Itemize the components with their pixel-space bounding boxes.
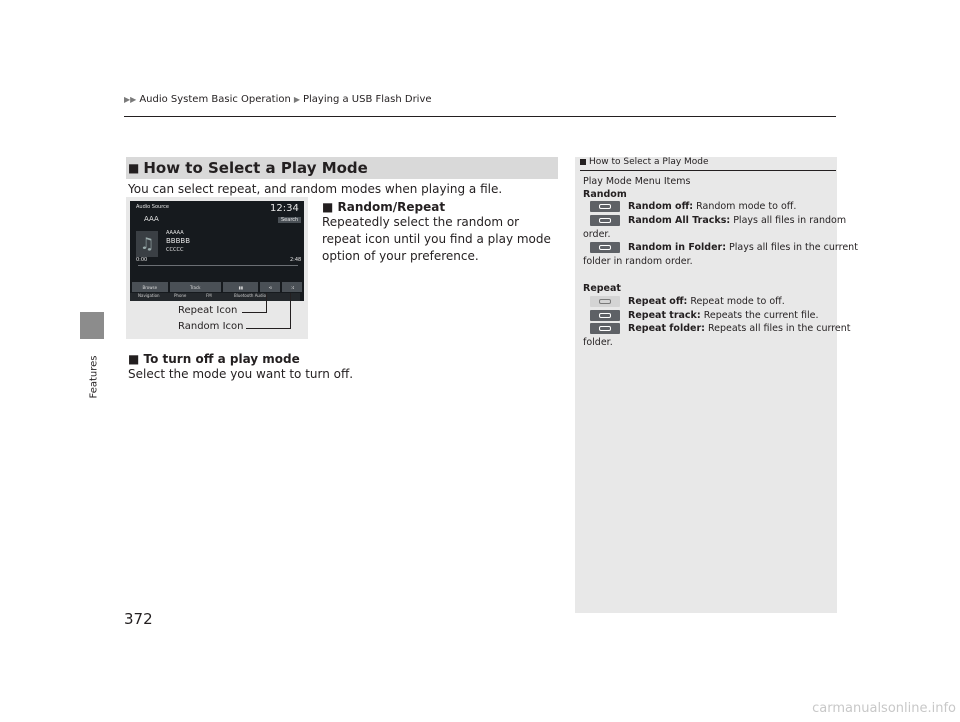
section-square-icon: ■ xyxy=(128,161,140,175)
station-label: AAA xyxy=(144,215,159,223)
random-folder-desc: Plays all files in the current xyxy=(729,242,858,253)
random-off-icon xyxy=(590,201,620,212)
music-note-icon: ♫ xyxy=(136,231,158,257)
repeat-folder-icon xyxy=(590,323,620,334)
page-number: 372 xyxy=(124,610,153,628)
random-folder-label: Random in Folder: xyxy=(628,242,726,253)
random-folder-icon xyxy=(590,242,620,253)
random-repeat-body: Repeatedly select the random or repeat icon until you find a play mode option of your preference. xyxy=(322,215,551,263)
track-title-text: BBBBB xyxy=(166,237,191,245)
navigation-button[interactable]: Navigation xyxy=(138,293,160,298)
repeat-folder-label: Repeat folder: xyxy=(628,323,705,334)
audio-display xyxy=(130,201,304,301)
album-text: CCCCC xyxy=(166,247,184,253)
repeat-off-label: Repeat off: xyxy=(628,296,688,307)
intro-text: You can select repeat, and random modes when playing a file. xyxy=(128,182,503,196)
audio-screen-illustration xyxy=(126,197,308,339)
watermark: carmanualsonline.info xyxy=(812,701,956,716)
section-heading xyxy=(126,157,558,179)
elapsed-time: 0:00 xyxy=(136,257,148,263)
random-all-row xyxy=(590,215,846,226)
progress-bar[interactable] xyxy=(138,265,298,266)
repeat-off-icon xyxy=(590,296,620,307)
sidebar-repeat-title: Repeat xyxy=(583,283,621,294)
clock: 12:34 xyxy=(270,203,299,214)
repeat-off-desc: Repeat mode to off. xyxy=(690,296,785,307)
random-repeat-heading: ■ Random/Repeat xyxy=(322,200,446,214)
search-button[interactable]: Search xyxy=(278,217,301,223)
random-folder-cont: folder in random order. xyxy=(583,256,693,267)
repeat-icon[interactable]: ⟲ xyxy=(260,282,280,292)
random-all-label: Random All Tracks: xyxy=(628,215,731,226)
track-button[interactable]: Track xyxy=(170,282,221,292)
phone-button[interactable]: Phone xyxy=(174,293,187,298)
chapter-tab[interactable] xyxy=(80,312,104,339)
control-row xyxy=(132,282,302,292)
sidebar-random-title: Random xyxy=(583,189,627,200)
repeat-track-label: Repeat track: xyxy=(628,310,701,321)
bluetooth-audio-button[interactable]: Bluetooth Audio xyxy=(234,293,267,298)
random-all-cont: order. xyxy=(583,229,611,240)
repeat-track-icon xyxy=(590,310,620,321)
audio-source-label: Audio Source xyxy=(136,204,169,210)
random-off-desc: Random mode to off. xyxy=(696,201,797,212)
sidebar-menu-title: Play Mode Menu Items xyxy=(583,176,691,187)
repeat-callout-line-v xyxy=(266,293,267,313)
random-icon-callout: Random Icon xyxy=(178,321,244,332)
repeat-off-row xyxy=(590,296,785,307)
fm-button[interactable]: FM xyxy=(206,293,212,298)
breadcrumb-arrows-icon: ▶▶ xyxy=(124,95,137,104)
random-all-icon xyxy=(590,215,620,226)
chapter-label: Features xyxy=(88,355,100,399)
header-rule xyxy=(124,116,836,117)
section-title: How to Select a Play Mode xyxy=(143,159,368,177)
breadcrumb-page[interactable]: Playing a USB Flash Drive xyxy=(302,94,432,105)
bottom-bar xyxy=(130,293,300,301)
sidebar-header-text: How to Select a Play Mode xyxy=(589,157,709,167)
sidebar-header xyxy=(580,157,709,167)
pause-button[interactable]: ▮▮ xyxy=(223,282,259,292)
random-icon[interactable]: ⤨ xyxy=(282,282,302,292)
breadcrumb-section[interactable]: Audio System Basic Operation xyxy=(139,94,291,105)
sidebar-rule xyxy=(580,170,836,171)
turn-off-body: Select the mode you want to turn off. xyxy=(128,367,354,381)
repeat-folder-desc: Repeats all files in the current xyxy=(707,323,851,334)
breadcrumb-separator-icon: ▶ xyxy=(293,95,300,104)
repeat-track-row xyxy=(590,310,819,321)
repeat-track-desc: Repeats the current file. xyxy=(703,310,819,321)
turn-off-heading: ■ To turn off a play mode xyxy=(128,352,300,366)
artist-text: AAAAA xyxy=(166,230,184,236)
random-off-row xyxy=(590,201,796,212)
sidebar-marker-icon xyxy=(580,159,586,165)
repeat-icon-callout: Repeat Icon xyxy=(178,305,238,316)
repeat-callout-line xyxy=(242,312,266,313)
random-callout-line xyxy=(246,328,290,329)
random-folder-row xyxy=(590,242,858,253)
random-all-desc: Plays all files in random xyxy=(733,215,847,226)
total-time: 2:48 xyxy=(290,257,302,263)
random-callout-line-v xyxy=(290,293,291,329)
browse-button[interactable]: Browse xyxy=(132,282,168,292)
repeat-folder-row xyxy=(590,323,851,334)
breadcrumb xyxy=(124,94,432,105)
random-off-label: Random off: xyxy=(628,201,694,212)
repeat-folder-cont: folder. xyxy=(583,337,613,348)
